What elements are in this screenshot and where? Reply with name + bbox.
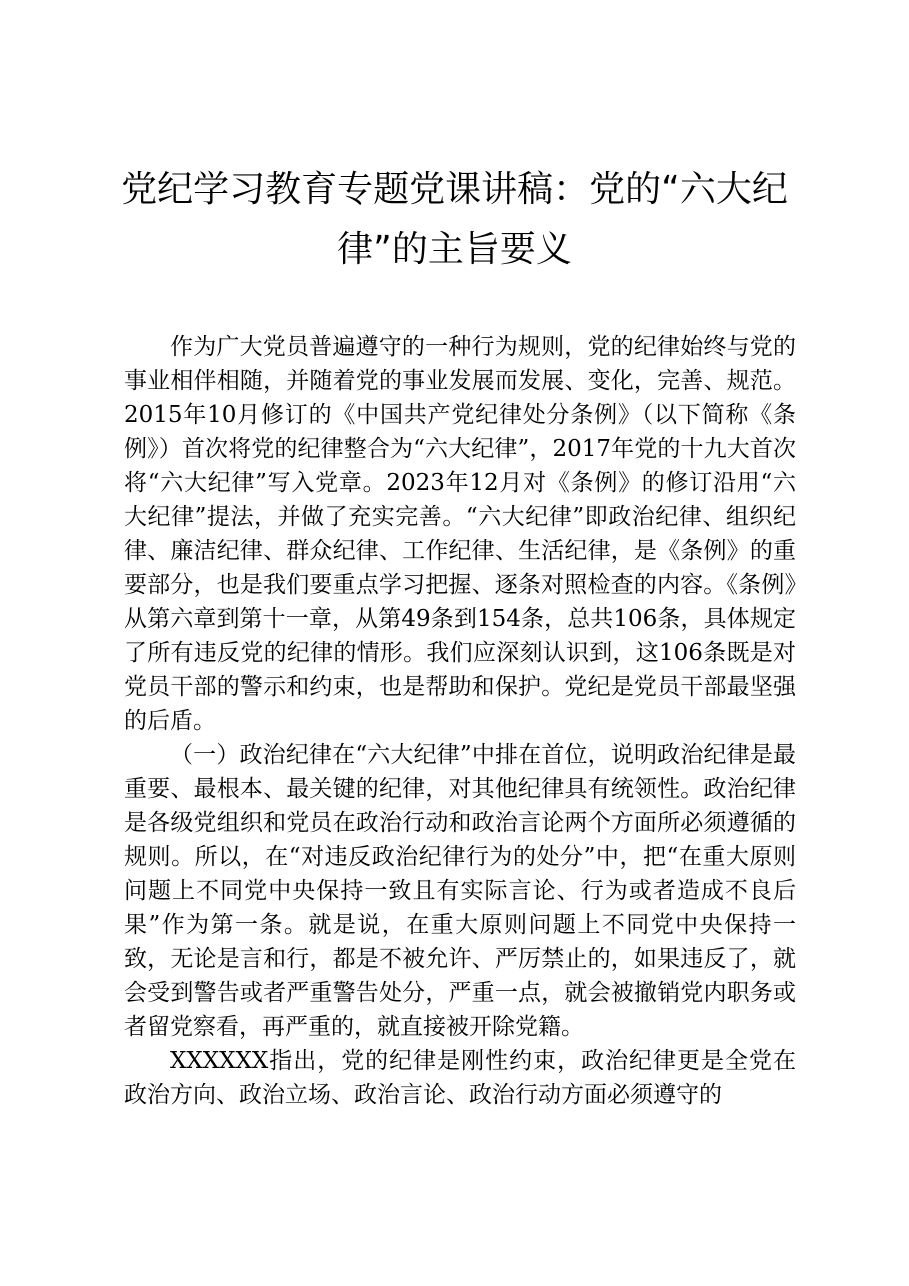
- body-paragraph-3: XXXXXX指出，党的纪律是刚性约束，政治纪律更是全党在政治方向、政治立场、政治言论、政治行动方面必须遵守的: [124, 1048, 796, 1108]
- title-line-1: 党纪学习教育专题党课讲稿：党的“六大纪: [121, 169, 788, 210]
- document-title: [100, 160, 809, 280]
- body-paragraph-1: 作为广大党员普遍遵守的一种行为规则，党的纪律始终与党的事业相伴相随，并随着党的事业发展而发展、变化，完善、规范。2015年10月修订的《中国共产党纪律处分条例》（以下简称《条例》）首次将党的纪律整合为“六大纪律”，2017年党的十九大首次将“六大纪律”写入党章。2023年12月对《条例》的修订沿用“六大纪律”提法，并做了充实完善。“六大纪律”即政治纪律、组织纪律、廉洁纪律、群众纪律、工作纪律、生活纪律，是《条例》的重要部分，也是我们要重点学习把握、逐条对照检查的内容。《条例》从第六章到第十一章，从第49条到154条，总共106条，具体规定了所有违反党的纪律的情形。我们应深刻认识到，这106条既是对党员干部的警示和约束，也是帮助和保护。党纪是党员干部最坚强的后盾。: [124, 334, 796, 734]
- title-line-2: 律”的主旨要义: [337, 229, 572, 270]
- body-paragraph-2: （一）政治纪律在“六大纪律”中排在首位，说明政治纪律是最重要、最根本、最关键的纪律，对其他纪律具有统领性。政治纪律是各级党组织和党员在政治行动和政治言论两个方面所必须遵循的规则。所以，在“对违反政治纪律行为的处分”中，把“在重大原则问题上不同党中央保持一致且有实际言论、行为或者造成不良后果”作为第一条。就是说，在重大原则问题上不同党中央保持一致，无论是言和行，都是不被允许、严厉禁止的，如果违反了，就会受到警告或者严重警告处分，严重一点，就会被撤销党内职务或者留党察看，再严重的，就直接被开除党籍。: [124, 742, 796, 1040]
- document-body: [124, 330, 796, 1112]
